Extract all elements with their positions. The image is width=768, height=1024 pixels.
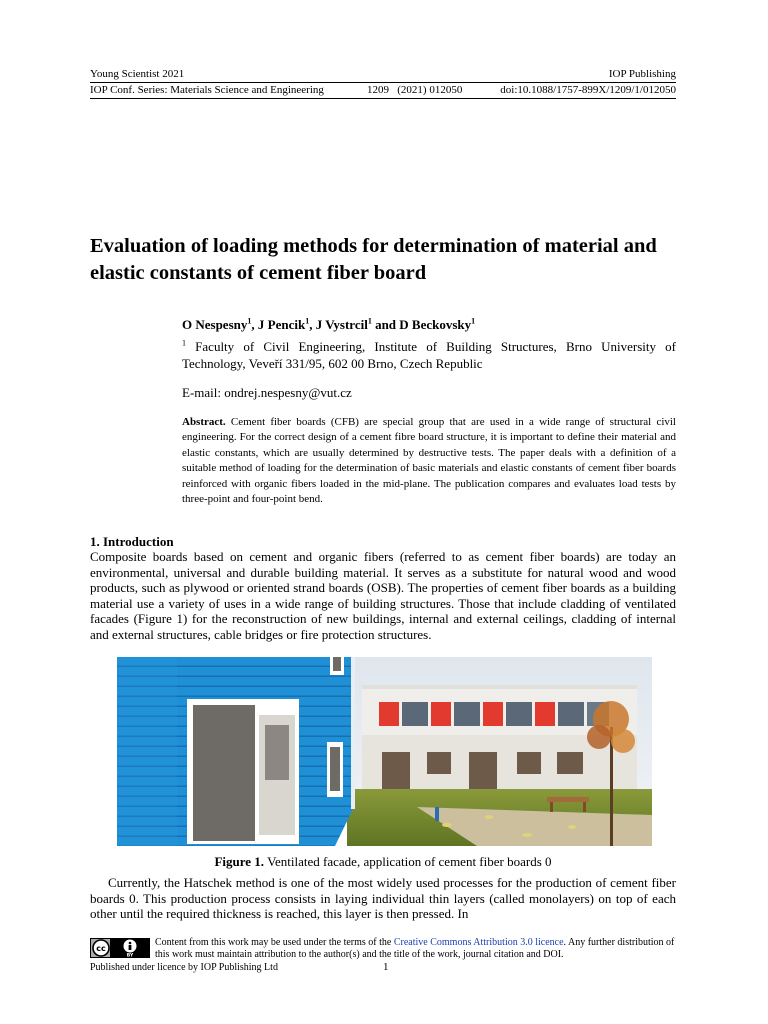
figure-caption-text: Ventilated facade, application of cement fiber boards 0 (267, 854, 552, 869)
author-affiliation-mark: 1 (247, 316, 252, 326)
author-affiliation-mark: 1 (305, 316, 310, 326)
license-notice (155, 937, 676, 961)
body-paragraph: Composite boards based on cement and organic fibers (referred to as cement fiber boards) are today an environmental, universal and durable building material. It serves as a substitute for natural wood and wood products, such as plywood or oriented strand boards (OSB). The properties of cement fiber boards as a building material use a variety of uses in a wide range of building structures. Those that include cladding of ventilated facades (Figure 1) for the reconstruction of new buildings, internal and external ceilings, cladding of internal and external structures, cable bridges or fire protection structures. (90, 549, 676, 642)
figure-label: Figure 1. (214, 854, 265, 869)
cc-by-badge[interactable] (90, 938, 150, 958)
abstract-label: Abstract. (182, 416, 226, 428)
author-affiliation-mark: 1 (367, 316, 372, 326)
page-number: 1 (383, 961, 389, 973)
author-list (182, 317, 475, 333)
svg-text:cc: cc (96, 944, 106, 954)
author-affiliation-mark: 1 (471, 316, 476, 326)
author-name: J Pencik (257, 317, 306, 332)
volume-info: 1209 (2021) 012050 (367, 84, 463, 96)
section-heading: 1. Introduction (90, 534, 174, 549)
journal-series: IOP Conf. Series: Materials Science and Engineering (90, 84, 324, 96)
contact-email[interactable]: E-mail: ondrej.nespesny@vut.cz (182, 385, 352, 400)
body-paragraph: Currently, the Hatschek method is one of the most widely used processes for the production of cement fiber boards 0. This production process consists in laying individual thin layers (called monolayers) on top of each other until the required thickness is reached, this layer is then pressed. In (90, 875, 676, 922)
license-text-pre: Content from this work may be used under the terms of the (155, 937, 392, 948)
publisher-name: IOP Publishing (608, 68, 676, 80)
author-separator: , (251, 317, 258, 332)
header-rule-bottom (90, 98, 676, 99)
svg-text:BY: BY (126, 953, 134, 958)
figure-photo (117, 657, 652, 846)
conference-name: Young Scientist 2021 (90, 68, 185, 80)
affiliation-text: Faculty of Civil Engineering, Institute of Building Structures, Brno University of Technology, Veveří 331/95, 602 00 Brno, Czech Republic (182, 339, 677, 371)
license-link[interactable]: Creative Commons Attribution 3.0 licence (393, 937, 564, 948)
author-name: O Nespesny (182, 317, 248, 332)
author-separator: and (371, 317, 400, 332)
paper-title: Evaluation of loading methods for determination of material and elastic constants of cement fiber board (90, 235, 657, 284)
affiliation (182, 338, 676, 372)
author-name: D Beckovsky (399, 317, 472, 332)
license-text-post: . Any further distribution of this work must maintain attribution to the author(s) and the title of the work, journal citation and DOI. (155, 937, 675, 960)
abstract-text: Cement fiber boards (CFB) are special group that are used in a wide range of structural civil engineering. For the correct design of a cement fibre board structure, it is important to define their material and elastic constants, which are usually determined by destructive tests. The paper deals with a definition of a suitable method of loading for the determination of basic materials and elastic constants of cement fiber boards reinforced with organic fibers loaded in the mid-plane. The publication compares and evaluates load tests by three-point and four-point bend. (182, 416, 676, 506)
header-rule-top (90, 82, 676, 83)
abstract (182, 415, 676, 507)
figure-caption (90, 854, 676, 870)
affiliation-mark: 1 (182, 338, 186, 348)
author-name: J Vystrcil (315, 317, 368, 332)
author-separator: , (309, 317, 316, 332)
doi: doi:10.1088/1757-899X/1209/1/012050 (500, 84, 676, 96)
publisher-notice: Published under licence by IOP Publishing Ltd (90, 962, 278, 973)
